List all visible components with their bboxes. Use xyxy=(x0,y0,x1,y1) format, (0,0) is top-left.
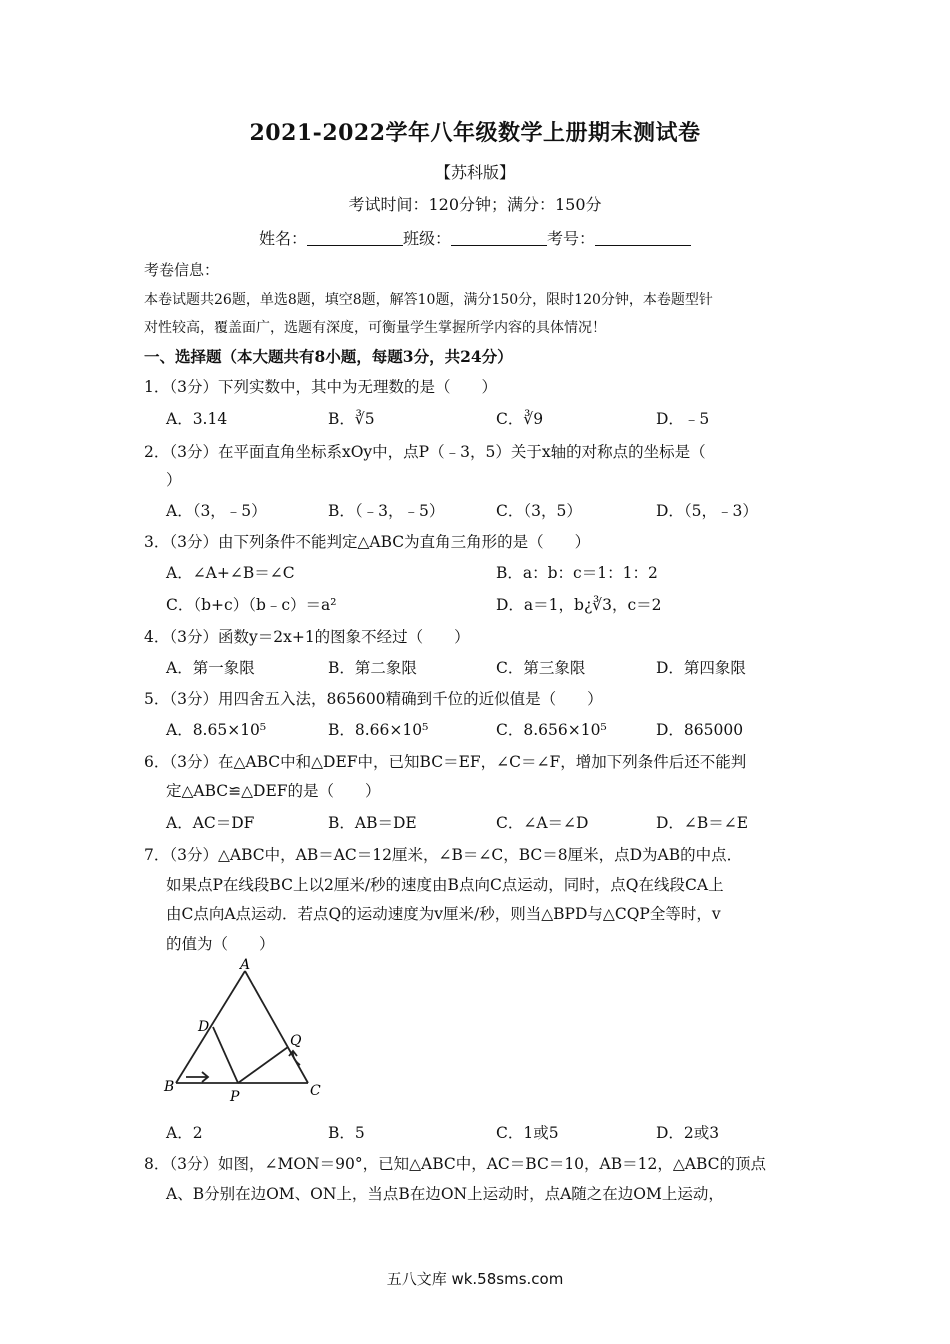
name-blank xyxy=(307,231,403,246)
q7-option-b: B．5 xyxy=(328,1124,365,1142)
q7-side-ac xyxy=(245,971,308,1083)
q1-option-c: C．∛9 xyxy=(496,410,544,428)
q8-stem-2: A、B分别在边OM、ON上，当点B在边ON上运动时，点A随之在边OM上运动， xyxy=(166,1185,724,1203)
q6-stem-2: 定△ABC≌△DEF的是（ ） xyxy=(166,782,381,800)
name-label: 姓名： xyxy=(258,229,307,248)
q6-stem-1: 6．（3分）在△ABC中和△DEF中，已知BC＝EF，∠C＝∠F，增加下列条件后还不能判 xyxy=(144,753,747,771)
info-line-1: 本卷试题共26题，单选8题，填空8题，解答10题，满分150分，限时120分钟，本卷题型针 xyxy=(144,292,713,308)
q7-label-c: C xyxy=(310,1083,321,1099)
q7-stem-2: 如果点P在线段BC上以2厘米/秒的速度由B点向C点运动，同时，点Q在线段CA上 xyxy=(166,876,724,894)
q5-option-a: A．8.65×10⁵ xyxy=(166,721,267,739)
q3-option-d: D．a＝1，b¿∛3，c＝2 xyxy=(496,596,662,614)
q7-label-p: P xyxy=(230,1089,240,1105)
q4-option-c: C．第三象限 xyxy=(496,659,586,677)
student-info-row xyxy=(0,226,950,249)
q7-option-d: D．2或3 xyxy=(656,1124,720,1142)
q2-stem-1: 2．（3分）在平面直角坐标系xOy中，点P（﹣3，5）关于x轴的对称点的坐标是（ xyxy=(144,443,706,461)
info-line-2: 对性较高，覆盖面广，选题有深度，可衡量学生掌握所学内容的具体情况！ xyxy=(144,320,606,336)
exam-time: 考试时间：120分钟；满分：150分 xyxy=(348,195,602,214)
class-blank xyxy=(451,231,547,246)
q4-option-d: D．第四象限 xyxy=(656,659,746,677)
q2-stem-2: ） xyxy=(166,471,182,489)
q5-stem: 5．（3分）用四舍五入法，865600精确到千位的近似值是（ ） xyxy=(144,690,603,708)
q7-option-a: A．2 xyxy=(166,1124,203,1142)
info-label: 考卷信息： xyxy=(144,261,220,279)
q6-option-a: A．AC＝DF xyxy=(166,814,255,832)
q2-option-c: C．（3，5） xyxy=(496,502,582,520)
q7-segment-dp xyxy=(213,1027,238,1083)
q6-option-d: D．∠B＝∠E xyxy=(656,814,749,832)
q2-option-b: B．（﹣3，﹣5） xyxy=(328,502,445,520)
q8-stem-1: 8．（3分）如图，∠MON＝90°，已知△ABC中，AC＝BC＝10，AB＝12，△ABC的顶点 xyxy=(144,1155,766,1173)
q7-stem-4: 的值为（ ） xyxy=(166,935,275,953)
q7-side-ab xyxy=(176,971,245,1083)
q7-option-c: C．1或5 xyxy=(496,1124,559,1142)
q3-stem: 3．（3分）由下列条件不能判定△ABC为直角三角形的是（ ） xyxy=(144,533,591,551)
q4-stem: 4．（3分）函数y＝2x+1的图象不经过（ ） xyxy=(144,628,470,646)
q1-option-b: B．∛5 xyxy=(328,410,375,428)
q4-option-a: A．第一象限 xyxy=(166,659,255,677)
number-blank xyxy=(595,231,691,246)
q2-option-a: A．（3，﹣5） xyxy=(166,502,267,520)
q6-option-c: C．∠A＝∠D xyxy=(496,814,589,832)
q7-segment-pq xyxy=(238,1047,288,1083)
q1-option-d: D．﹣5 xyxy=(656,410,710,428)
q7-label-q: Q xyxy=(290,1033,302,1049)
q3-option-b: B．a：b：c＝1：1：2 xyxy=(496,564,658,582)
q4-option-b: B．第二象限 xyxy=(328,659,417,677)
section-1-heading: 一、选择题（本大题共有8小题，每题3分，共24分） xyxy=(144,347,513,366)
q7-label-b: B xyxy=(164,1079,175,1095)
q2-option-d: D．（5，﹣3） xyxy=(656,502,758,520)
number-label: 考号： xyxy=(547,229,596,248)
q3-option-c: C．（b+c）（b﹣c）＝a² xyxy=(166,596,337,614)
q7-label-a: A xyxy=(240,957,251,973)
q7-triangle-figure xyxy=(160,955,330,1105)
q7-stem-3: 由C点向A点运动．若点Q的运动速度为v厘米/秒，则当△BPD与△CQP全等时，v xyxy=(166,905,721,923)
edition-label: 【苏科版】 xyxy=(434,163,515,182)
q7-stem-1: 7．（3分）△ABC中，AB＝AC＝12厘米，∠B＝∠C，BC＝8厘米，点D为AB的中点． xyxy=(144,846,743,864)
page-title: 2021-2022学年八年级数学上册期末测试卷 xyxy=(249,120,701,146)
q6-option-b: B．AB＝DE xyxy=(328,814,417,832)
q1-stem: 1．（3分）下列实数中，其中为无理数的是（ ） xyxy=(144,378,497,396)
q1-option-a: A．3.14 xyxy=(166,410,228,428)
q7-label-d: D xyxy=(198,1019,210,1035)
q3-option-a: A．∠A+∠B＝∠C xyxy=(166,564,295,582)
q5-option-d: D．865000 xyxy=(656,721,744,739)
q5-option-c: C．8.656×10⁵ xyxy=(496,721,607,739)
class-label: 班级： xyxy=(402,229,451,248)
footer-watermark: 五八文库 wk.58sms.com xyxy=(386,1270,564,1288)
q5-option-b: B．8.66×10⁵ xyxy=(328,721,429,739)
